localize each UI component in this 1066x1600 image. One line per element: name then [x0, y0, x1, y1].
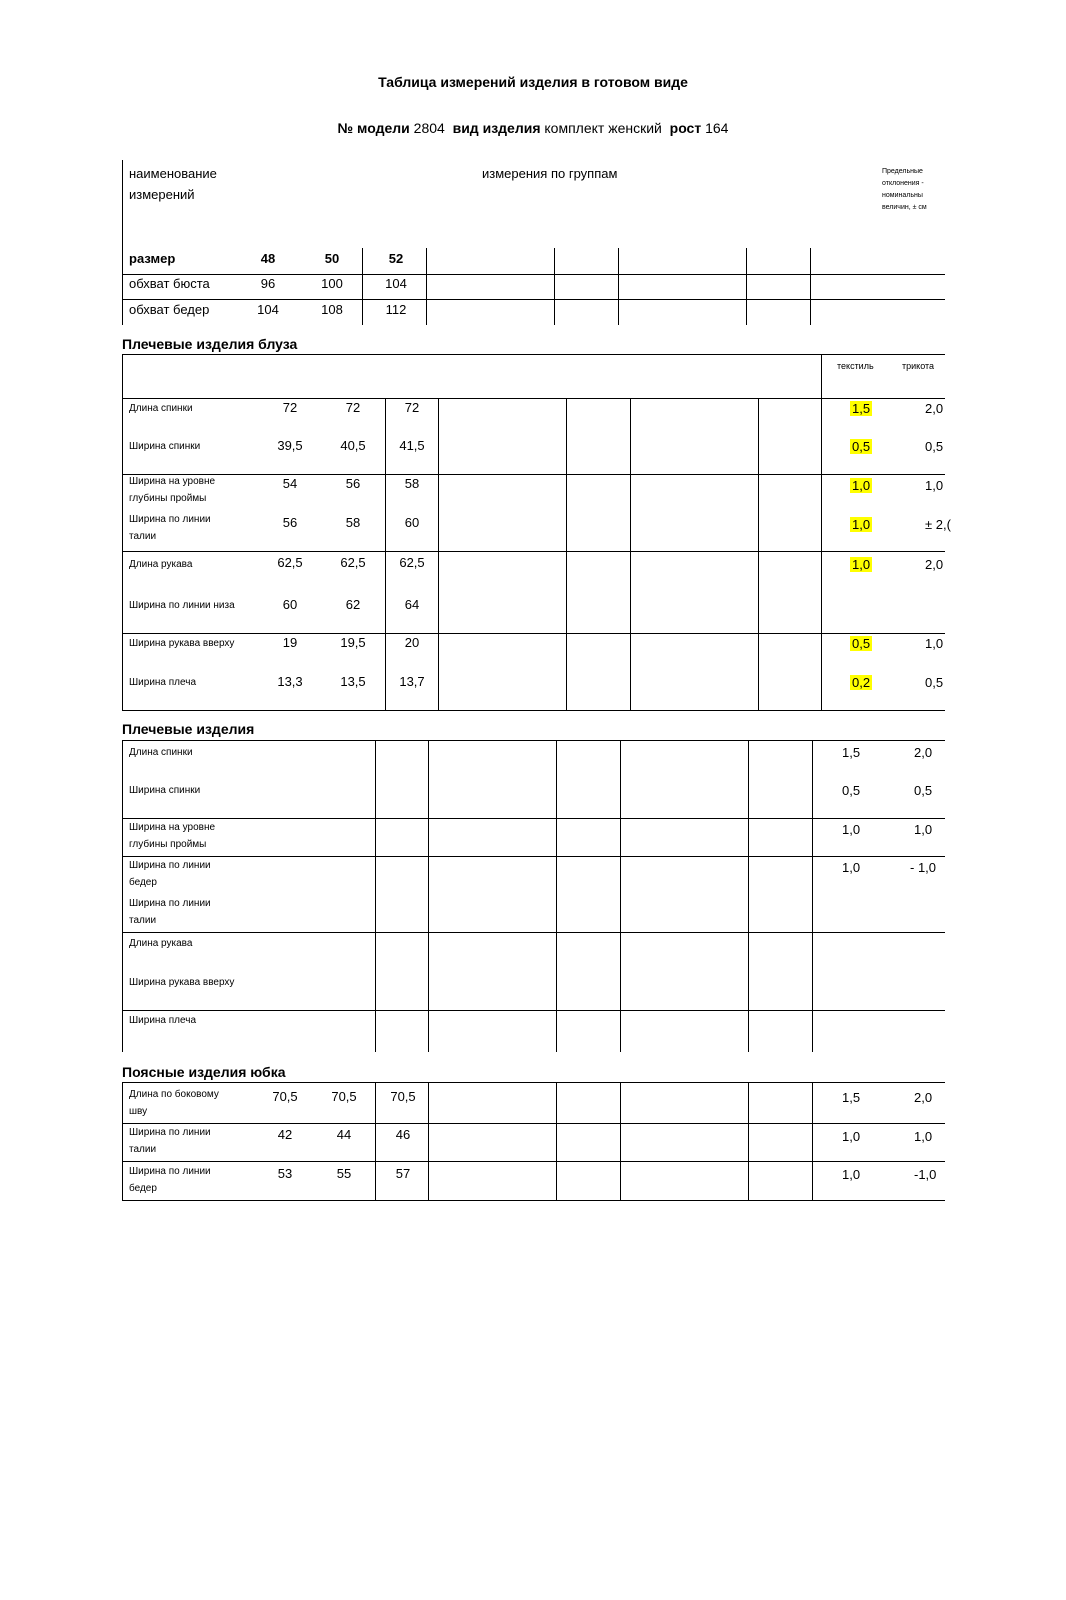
grid-line [122, 1123, 945, 1124]
textile-value: 0,5 [852, 636, 871, 651]
row-label: Ширина по линии низа [129, 600, 235, 611]
row-label: Ширина плеча [129, 1015, 197, 1026]
grid-line [812, 1082, 813, 1201]
cell-value: 53 [277, 1166, 293, 1181]
grid-line [748, 740, 749, 1052]
grid-line [122, 740, 123, 1052]
grid-line [122, 710, 945, 711]
textile-value: 1,0 [842, 822, 861, 837]
cell-value: 70,5 [390, 1089, 416, 1104]
grid-line [122, 633, 945, 634]
row-label: Длина спинки [129, 747, 193, 758]
row-label: Ширина по линии [129, 860, 211, 871]
textile-value: 0,5 [842, 783, 861, 798]
grid-line [554, 248, 555, 325]
cell-value: 96 [260, 276, 276, 291]
deviation-line: величин, ± см [882, 204, 927, 211]
grid-line [122, 474, 945, 475]
knit-value: -1,0 [914, 1167, 937, 1182]
grid-line [758, 398, 759, 711]
row-label: Ширина рукава вверху [129, 638, 235, 649]
groups-label: измерения по группам [482, 166, 618, 181]
cell-value: 104 [257, 302, 279, 317]
cell-value: 57 [395, 1166, 411, 1181]
col-textile: текстиль [837, 361, 874, 371]
row-label: Ширина рукава вверху [129, 977, 235, 988]
grid-line [362, 248, 363, 325]
cell-value: 60 [282, 597, 298, 612]
grid-line [630, 398, 631, 711]
row-label-cont: шву [129, 1106, 148, 1117]
knit-value: 0,5 [925, 675, 944, 690]
knit-value: 1,0 [925, 478, 944, 493]
cell-value: 62,5 [340, 555, 366, 570]
cell-value: 19 [282, 635, 298, 650]
knit-value: 2,0 [914, 1090, 933, 1105]
row-label-cont: талии [129, 915, 157, 926]
deviation-line: отклонения - [882, 180, 924, 187]
size-52: 52 [388, 251, 404, 266]
cell-value: 70,5 [331, 1089, 357, 1104]
grid-line [566, 398, 567, 711]
textile-value: 1,5 [842, 1090, 861, 1105]
textile-value: 1,0 [842, 1167, 861, 1182]
knit-value: ± 2,( [925, 517, 951, 532]
knit-value: 1,0 [914, 822, 933, 837]
cell-value: 54 [282, 476, 298, 491]
cell-value: 62,5 [277, 555, 303, 570]
grid-line [122, 551, 945, 552]
grid-line [620, 740, 621, 1052]
size-48: 48 [260, 251, 276, 266]
grid-line [385, 398, 386, 711]
textile-value: 1,0 [842, 860, 861, 875]
grid-line [122, 1082, 945, 1083]
textile-value: 1,0 [852, 517, 871, 532]
knit-value: 0,5 [925, 439, 944, 454]
grid-line [748, 1082, 749, 1201]
grid-line [821, 354, 822, 711]
knit-value: 2,0 [925, 557, 944, 572]
section-title-shoulder: Плечевые изделия [122, 721, 255, 737]
document-title: Таблица измерений изделия в готовом виде [378, 74, 688, 90]
row-label: Ширина плеча [129, 677, 197, 688]
grid-line [375, 1082, 376, 1201]
cell-value: 46 [395, 1127, 411, 1142]
grid-line [122, 1161, 945, 1162]
cell-value: 60 [404, 515, 420, 530]
height-value: 164 [705, 120, 729, 136]
knit-value: 2,0 [914, 745, 933, 760]
grid-line [428, 1082, 429, 1201]
row-label-cont: талии [129, 1144, 157, 1155]
cell-value: 72 [282, 400, 298, 415]
knit-value: - 1,0 [910, 860, 937, 875]
textile-value: 0,2 [852, 675, 871, 690]
grid-line [122, 274, 945, 275]
textile-value: 1,5 [842, 745, 861, 760]
row-label: Ширина по линии [129, 898, 211, 909]
row-label: Ширина на уровне [129, 822, 216, 833]
grid-line [122, 856, 945, 857]
grid-line [122, 1200, 945, 1201]
grid-line [122, 818, 945, 819]
grid-line [122, 299, 945, 300]
row-label: Ширина спинки [129, 441, 201, 452]
cell-value: 58 [404, 476, 420, 491]
cell-value: 112 [385, 302, 407, 317]
row-label-cont: бедер [129, 1183, 157, 1194]
cell-value: 70,5 [272, 1089, 298, 1104]
col-knit: трикота [902, 361, 935, 371]
cell-value: 108 [321, 302, 343, 317]
knit-value: 2,0 [925, 401, 944, 416]
grid-line [122, 354, 123, 711]
grid-line [122, 740, 945, 741]
cell-value: 104 [385, 276, 407, 291]
row-label: Длина спинки [129, 403, 193, 414]
height-label: рост [669, 120, 702, 136]
model-label: № модели [337, 120, 410, 136]
row-label: Ширина на уровне [129, 476, 216, 487]
textile-value: 0,5 [852, 439, 871, 454]
cell-value: 20 [404, 635, 420, 650]
deviation-line: Предельные [882, 168, 923, 175]
cell-value: 56 [345, 476, 361, 491]
cell-value: 13,5 [340, 674, 366, 689]
grid-line [122, 1082, 123, 1201]
grid-line [812, 740, 813, 1052]
cell-value: 55 [336, 1166, 352, 1181]
deviation-line: номинальны [882, 192, 923, 199]
grid-line [810, 248, 811, 325]
row-label: Ширина по линии [129, 1127, 211, 1138]
row-label: Ширина спинки [129, 785, 201, 796]
cell-value: 39,5 [277, 438, 303, 453]
row-label: обхват бедер [129, 302, 210, 317]
cell-value: 40,5 [340, 438, 366, 453]
row-label-cont: глубины проймы [129, 493, 207, 504]
grid-line [122, 932, 945, 933]
row-label-cont: талии [129, 531, 157, 542]
grid-line [375, 740, 376, 1052]
grid-line [620, 1082, 621, 1201]
textile-value: 1,0 [852, 557, 871, 572]
cell-value: 19,5 [340, 635, 366, 650]
cell-value: 58 [345, 515, 361, 530]
cell-value: 72 [404, 400, 420, 415]
cell-value: 64 [404, 597, 420, 612]
row-label: Ширина по линии [129, 514, 211, 525]
cell-value: 41,5 [399, 438, 425, 453]
row-label: Длина рукава [129, 559, 193, 570]
row-label: Ширина по линии [129, 1166, 211, 1177]
grid-line [428, 740, 429, 1052]
size-label: размер [129, 251, 176, 266]
name-label-line2: измерений [129, 187, 195, 202]
textile-value: 1,5 [852, 401, 871, 416]
grid-line [438, 398, 439, 711]
grid-line [746, 248, 747, 325]
cell-value: 44 [336, 1127, 352, 1142]
name-label-line1: наименование [129, 166, 217, 181]
kind-value: комплект женский [544, 120, 662, 136]
size-50: 50 [324, 251, 340, 266]
knit-value: 1,0 [925, 636, 944, 651]
cell-value: 62,5 [399, 555, 425, 570]
cell-value: 72 [345, 400, 361, 415]
kind-label: вид изделия [452, 120, 541, 136]
grid-line [122, 398, 945, 399]
header-left-border [122, 160, 123, 325]
knit-value: 0,5 [914, 783, 933, 798]
grid-line [556, 740, 557, 1052]
grid-line [426, 248, 427, 325]
row-label-cont: бедер [129, 877, 157, 888]
cell-value: 42 [277, 1127, 293, 1142]
grid-line [556, 1082, 557, 1201]
knit-value: 1,0 [914, 1129, 933, 1144]
grid-line [618, 248, 619, 325]
cell-value: 56 [282, 515, 298, 530]
cell-value: 100 [321, 276, 343, 291]
section-title-skirt: Поясные изделия юбка [122, 1064, 286, 1080]
cell-value: 13,3 [277, 674, 303, 689]
row-label: обхват бюста [129, 276, 210, 291]
row-label: Длина по боковому [129, 1089, 219, 1100]
deviation-note [882, 166, 927, 214]
cell-value: 62 [345, 597, 361, 612]
grid-line [122, 1010, 945, 1011]
section-title-blouse: Плечевые изделия блуза [122, 336, 298, 352]
textile-value: 1,0 [852, 478, 871, 493]
row-label-cont: глубины проймы [129, 839, 207, 850]
textile-value: 1,0 [842, 1129, 861, 1144]
row-label: Длина рукава [129, 938, 193, 949]
cell-value: 13,7 [399, 674, 425, 689]
model-value: 2804 [413, 120, 445, 136]
